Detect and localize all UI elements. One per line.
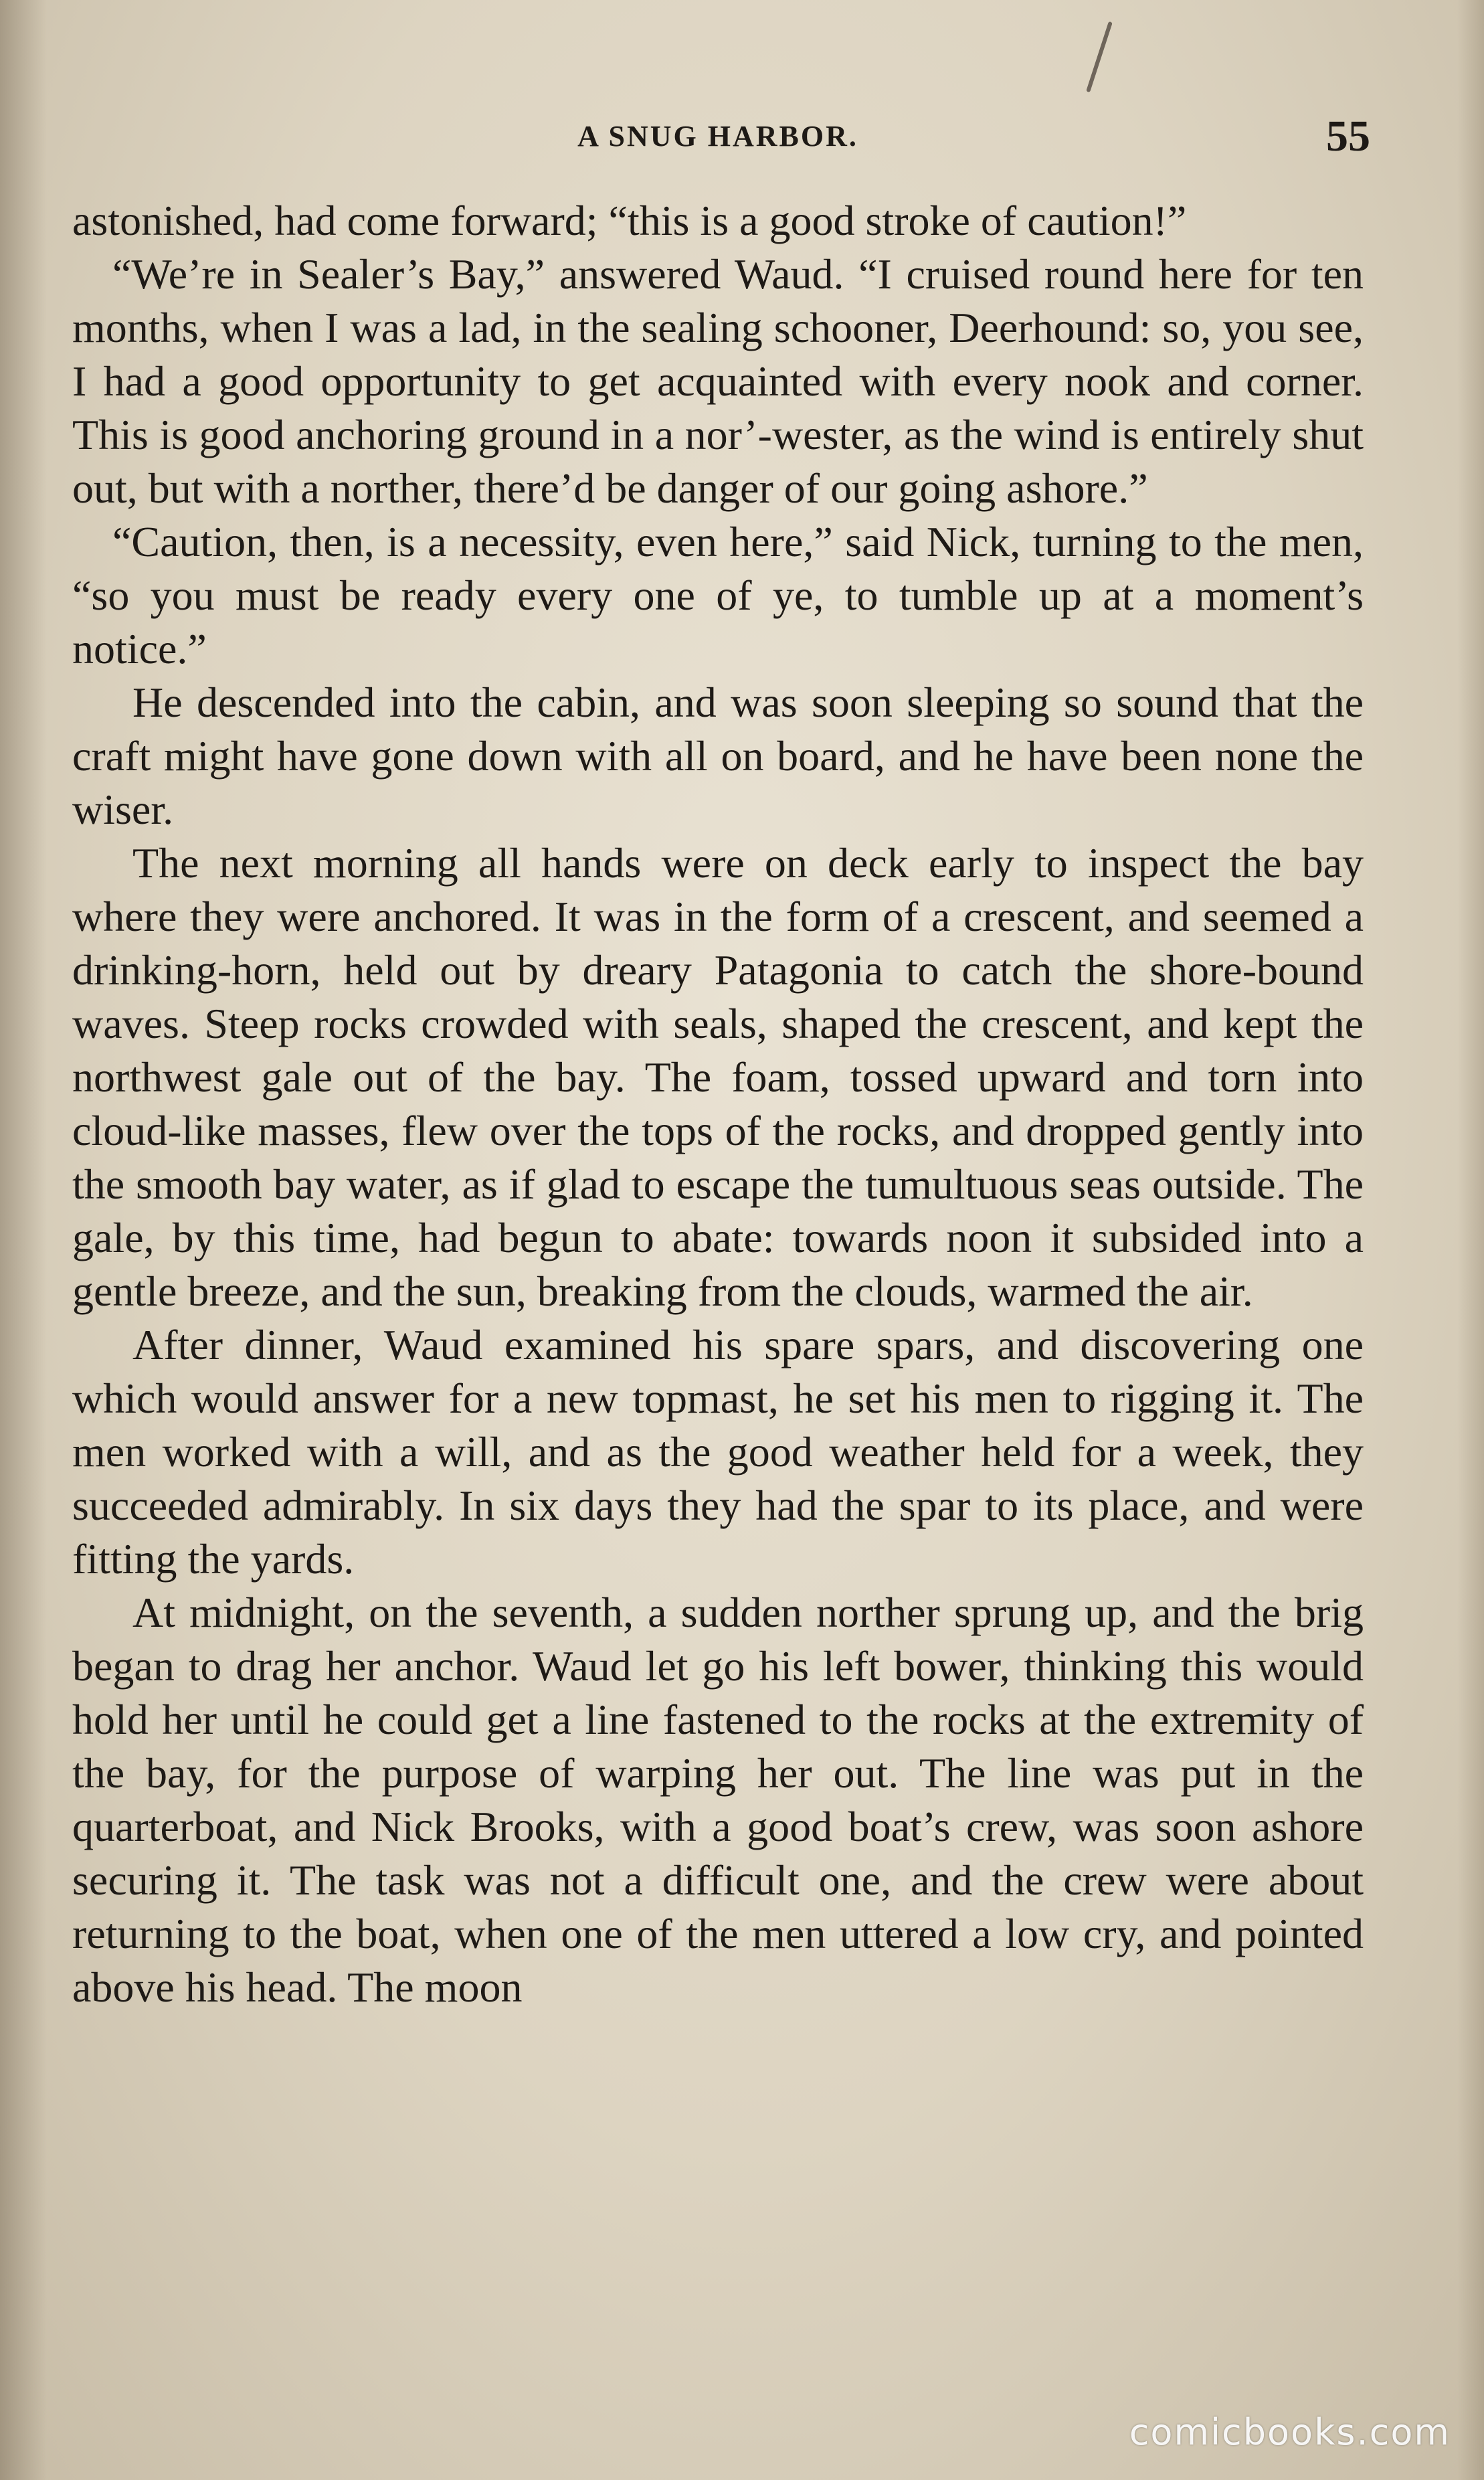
paragraph: “Caution, then, is a necessity, even here,” said Nick, turning to the men, “so you must be ready every one of ye, to tumble up at a moment’s notice.” — [72, 518, 1364, 673]
paragraph: After dinner, Waud examined his spare spars, and discovering one which would answer for a new topmast, he set his men to rigging it. The men worked with a will, and as the good weather held for a week, they succeeded admirably. In six days they had the spar to its place, and were fitting the yards. — [72, 1321, 1364, 1583]
running-title: A SNUG HARBOR. — [577, 120, 858, 153]
paragraph: He descended into the cabin, and was soon sleeping so sound that the craft might have gone down with all on board, and he have been none the wiser. — [72, 679, 1364, 833]
running-head — [72, 112, 1370, 161]
pencil-mark — [1086, 21, 1113, 92]
paragraph: The next morning all hands were on deck early to inspect the bay where they were anchored. It was in the form of a crescent, and seemed a drinking-horn, held out by dreary Patagonia to catch the shore-bound waves. Steep rocks crowded with seals, shaped the crescent, and kept the northwest gale out of the bay. The foam, tossed upward and torn into cloud-like masses, flew over the tops of the rocks, and dropped gently into the smooth bay water, as if glad to escape the tumultuous seas outside. The gale, by this time, had begun to abate: towards noon it subsided into a gentle breeze, and the sun, breaking from the clouds, warmed the air. — [72, 839, 1364, 1315]
watermark: comicbooks.com — [1129, 2411, 1451, 2453]
paragraph: “We’re in Sealer’s Bay,” answered Waud. “I cruised round here for ten months, when I was a lad, in the sealing schooner, Deerhound: so, you see, I had a good opportunity to get acquainted with every nook and corner. This is good anchoring ground in a nor’-wester, as the wind is entirely shut out, but with a norther, there’d be danger of our going ashore.” — [72, 250, 1364, 512]
paragraph: At midnight, on the seventh, a sudden norther sprung up, and the brig began to drag her anchor. Waud let go his left bower, thinking this would hold her until he could get a line fastened to the rocks at the extremity of the bay, for the purpose of warping her out. The line was put in the quarterboat, and Nick Brooks, with a good boat’s crew, was soon ashore securing it. The task was not a difficult one, and the crew were about returning to the boat, when one of the men uttered a low cry, and pointed above his head. The moon — [72, 1589, 1364, 2011]
page-number: 55 — [1326, 112, 1370, 161]
body-text — [72, 194, 1364, 2014]
paragraph: astonished, had come forward; “this is a good stroke of caution!” — [72, 197, 1187, 244]
